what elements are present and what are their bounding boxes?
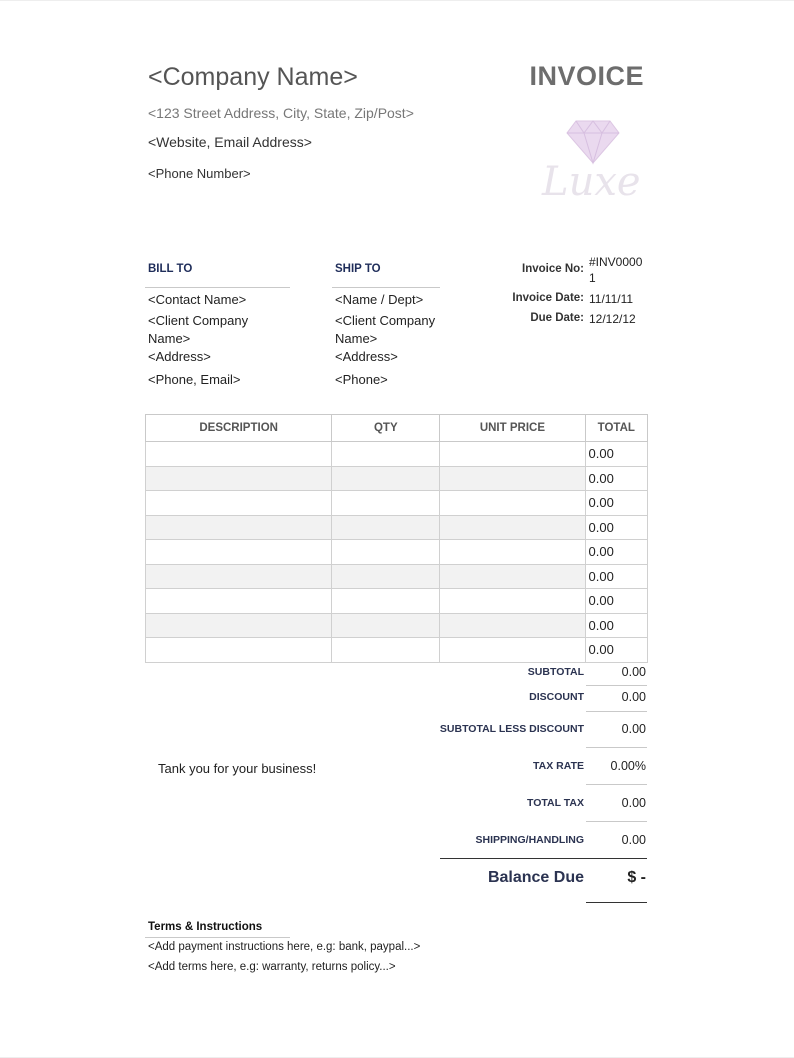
due-date-value: 12/12/12 (589, 312, 636, 326)
logo-text: Luxe (542, 159, 641, 205)
tax-rate-label: TAX RATE (533, 760, 584, 772)
cell-total[interactable]: 0.00 (585, 466, 647, 491)
shipping-value: 0.00 (621, 833, 646, 847)
col-description: DESCRIPTION (146, 415, 332, 442)
ship-to-address: <Address> (335, 349, 398, 364)
cell-qty[interactable] (332, 466, 440, 491)
cell-unit-price[interactable] (440, 491, 585, 516)
company-phone: <Phone Number> (148, 166, 251, 181)
ship-to-company: <Client Company (335, 313, 436, 328)
subtotal-less-discount-value: 0.00 (621, 722, 646, 736)
ship-to-divider (332, 287, 440, 288)
cell-qty[interactable] (332, 491, 440, 516)
cell-total[interactable]: 0.00 (585, 491, 647, 516)
cell-qty[interactable] (332, 442, 440, 467)
table-row (146, 613, 648, 638)
bill-to-label: BILL TO (148, 263, 193, 275)
thank-you-message: Tank you for your business! (158, 761, 317, 776)
balance-top-rule (440, 858, 647, 859)
cell-unit-price[interactable] (440, 589, 585, 614)
cell-unit-price[interactable] (440, 466, 585, 491)
shipping-label: SHIPPING/HANDLING (475, 834, 584, 846)
tax-rate-divider (586, 784, 647, 785)
cell-total[interactable]: 0.00 (585, 613, 647, 638)
col-total: TOTAL (585, 415, 647, 442)
balance-due-label: Balance Due (487, 869, 584, 886)
total-tax-value: 0.00 (621, 796, 646, 810)
cell-description[interactable] (146, 491, 332, 516)
cell-qty[interactable] (332, 564, 440, 589)
subtotal-divider (586, 685, 647, 686)
cell-unit-price[interactable] (440, 564, 585, 589)
cell-unit-price[interactable] (440, 540, 585, 565)
col-qty: QTY (332, 415, 440, 442)
cell-description[interactable] (146, 515, 332, 540)
cell-unit-price[interactable] (440, 515, 585, 540)
terms-payment-line: <Add payment instructions here, e.g: bank, paypal...> (148, 941, 421, 953)
table-row (146, 638, 648, 663)
cell-total[interactable]: 0.00 (585, 515, 647, 540)
table-row (146, 442, 648, 467)
cell-total[interactable]: 0.00 (585, 638, 647, 663)
table-row (146, 466, 648, 491)
invoice-date-value: 11/11/11 (589, 292, 634, 306)
cell-description[interactable] (146, 564, 332, 589)
ship-to-phone: <Phone> (335, 372, 388, 387)
bill-to-address: <Address> (148, 349, 211, 364)
cell-description[interactable] (146, 466, 332, 491)
invoice-no-value: #INV0000 (589, 255, 643, 269)
cell-description[interactable] (146, 442, 332, 467)
cell-unit-price[interactable] (440, 638, 585, 663)
line-items-table (145, 414, 648, 663)
invoice-no-value-2: 1 (589, 271, 596, 285)
company-address: <123 Street Address, City, State, Zip/Post> (148, 105, 414, 121)
cell-unit-price[interactable] (440, 613, 585, 638)
bill-to-phone: <Phone, Email> (148, 372, 241, 387)
company-website: <Website, Email Address> (148, 134, 312, 150)
cell-total[interactable]: 0.00 (585, 589, 647, 614)
table-row (146, 491, 648, 516)
table-row (146, 515, 648, 540)
cell-total[interactable]: 0.00 (585, 442, 647, 467)
subtotal-less-discount-label: SUBTOTAL LESS DISCOUNT (439, 723, 584, 735)
bill-to-contact: <Contact Name> (148, 292, 247, 307)
tax-rate-value: 0.00% (610, 759, 646, 773)
subtotal-less-discount-divider (586, 747, 647, 748)
balance-bottom-rule (586, 902, 647, 903)
company-name: <Company Name> (148, 63, 358, 91)
balance-due-value: $ - (627, 869, 646, 886)
terms-policy-line: <Add terms here, e.g: warranty, returns policy...> (148, 961, 396, 973)
subtotal-value: 0.00 (621, 665, 646, 679)
discount-divider (586, 711, 647, 712)
cell-total[interactable]: 0.00 (585, 540, 647, 565)
table-row (146, 540, 648, 565)
total-tax-label: TOTAL TAX (527, 797, 584, 809)
cell-qty[interactable] (332, 540, 440, 565)
cell-unit-price[interactable] (440, 442, 585, 467)
col-unit-price: UNIT PRICE (440, 415, 585, 442)
table-row (146, 589, 648, 614)
discount-label: DISCOUNT (529, 691, 584, 703)
ship-to-company-2: Name> (335, 331, 378, 346)
table-header-row (146, 415, 648, 442)
terms-divider (145, 937, 290, 938)
subtotal-label: SUBTOTAL (527, 666, 584, 678)
total-tax-divider (586, 821, 647, 822)
ship-to-name: <Name / Dept> (335, 292, 424, 307)
cell-qty[interactable] (332, 515, 440, 540)
table-row (146, 564, 648, 589)
invoice-title: INVOICE (529, 61, 644, 91)
terms-title: Terms & Instructions (148, 921, 263, 933)
ship-to-label: SHIP TO (335, 263, 381, 275)
invoice-no-label: Invoice No: (522, 263, 584, 275)
invoice-date-label: Invoice Date: (512, 292, 584, 304)
cell-description[interactable] (146, 589, 332, 614)
cell-total[interactable]: 0.00 (585, 564, 647, 589)
discount-value: 0.00 (621, 690, 646, 704)
bill-to-company-2: Name> (148, 331, 191, 346)
cell-description[interactable] (146, 613, 332, 638)
cell-qty[interactable] (332, 613, 440, 638)
cell-qty[interactable] (332, 589, 440, 614)
bill-to-company: <Client Company (148, 313, 249, 328)
due-date-label: Due Date: (530, 312, 584, 324)
cell-description[interactable] (146, 540, 332, 565)
cell-qty[interactable] (332, 638, 440, 663)
cell-description[interactable] (146, 638, 332, 663)
bill-to-divider (145, 287, 290, 288)
